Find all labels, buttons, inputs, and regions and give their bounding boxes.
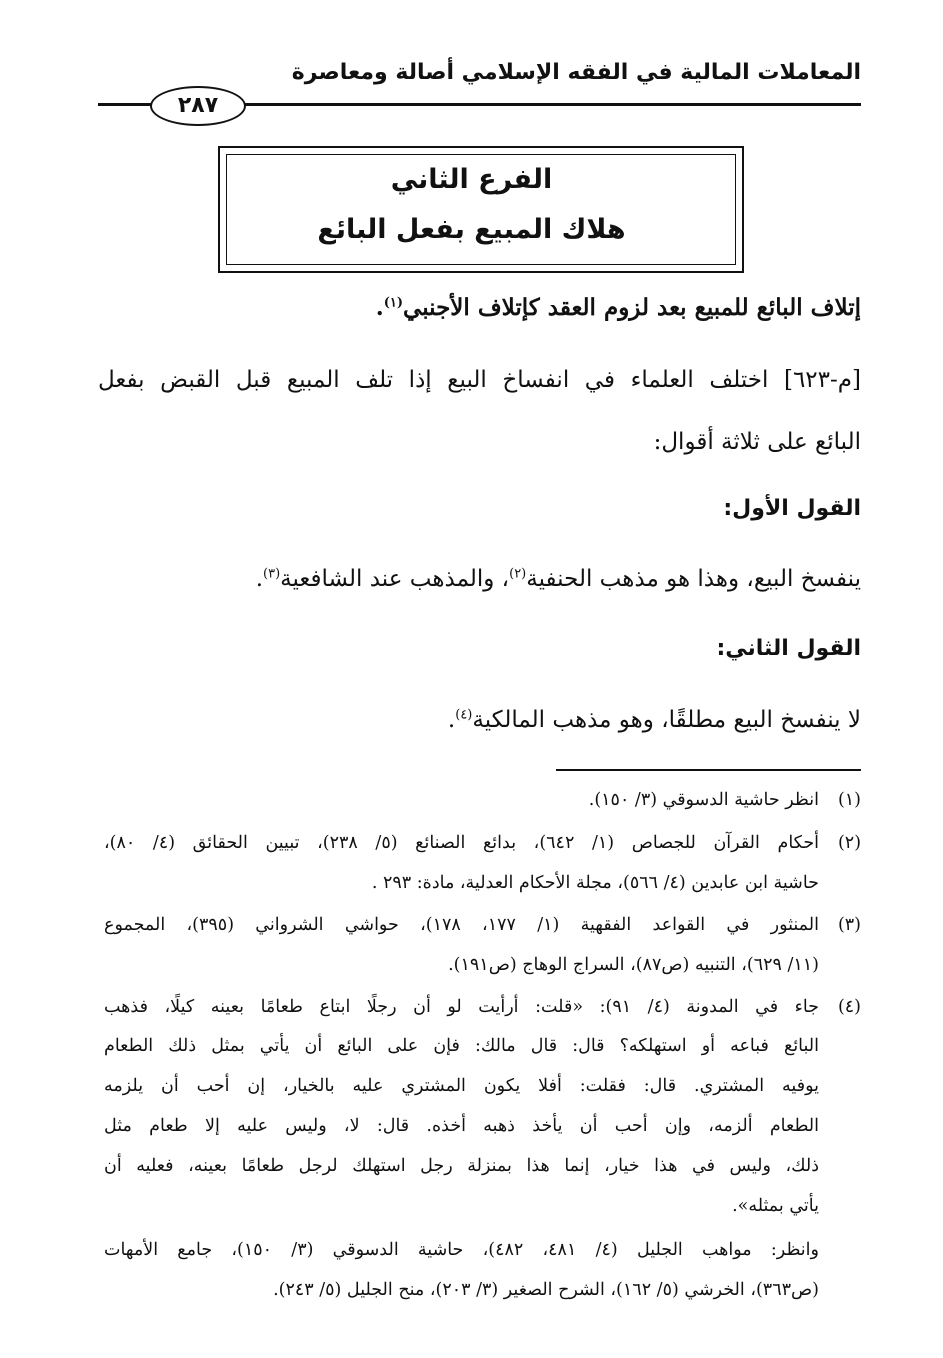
footnote-marker: (٤) <box>837 997 861 1017</box>
footnote-2 <box>104 830 861 856</box>
section-title-branch: الفرع الثاني <box>390 164 553 195</box>
paragraph-line: [م-٦٢٣] اختلف العلماء في انفساخ البيع إذا تلف المبيع قبل القبض بفعل <box>98 367 861 393</box>
rule-statement-end: . <box>375 294 384 321</box>
footnote-text: المنثور في القواعد الفقهية (١/ ١٧٧، ١٧٨)، حواشي الشرواني (٣٩٥)، المجموع <box>104 915 819 935</box>
footnote-text: (ص٣٦٣)، الخرشي (٥/ ١٦٢)، الشرح الصغير (٣/ ٢٠٣)، منح الجليل (٥/ ٢٤٣). <box>273 1280 819 1300</box>
footnote-text: ذلك، وليس في هذا خيار، إنما هذا بمنزلة رجل استهلك لرجل طعامًا بعينه، فعليه أن <box>104 1156 819 1176</box>
opinion-first-end: . <box>255 566 263 592</box>
opinion-second-end: . <box>447 707 456 733</box>
footnote-ref-3[interactable]: (٣) <box>263 566 281 582</box>
footnote-ref-4[interactable]: (٤) <box>455 707 473 723</box>
opinion-second-text-a: لا ينفسخ البيع مطلقًا، وهو مذهب المالكية <box>472 707 861 733</box>
footnote-text: الطعام ألزمه، وإن أحب أن يأخذ ذهبه أخذه. قال: لا، وليس عليه إلا طعام مثل <box>104 1116 819 1136</box>
opinion-first-text-a: ينفسخ البيع، وهذا هو مذهب الحنفية <box>526 566 861 592</box>
footnote-ref-2[interactable]: (٢) <box>509 566 527 582</box>
footnote-4 <box>104 994 861 1020</box>
opinion-first-text <box>256 561 861 597</box>
footnote-marker: (٢) <box>837 833 862 853</box>
rule-statement <box>376 290 861 326</box>
page-number: ٢٨٧ <box>150 86 246 126</box>
footnote-1 <box>589 787 861 813</box>
footnote-marker: (١) <box>837 790 861 810</box>
footnote-text: يوفيه المشتري. قال: فقلت: أفلا يكون المشتري عليه بالخيار، إن أحب أن يلزمه <box>104 1076 819 1096</box>
paragraph-line: البائع على ثلاثة أقوال: <box>653 429 861 455</box>
opinion-heading-second: القول الثاني: <box>716 636 861 661</box>
rule-statement-text: إتلاف البائع للمبيع بعد لزوم العقد كإتلاف الأجنبي <box>403 294 861 321</box>
footnote-text: (١١/ ٦٢٩)، التنبيه (ص٨٧)، السراج الوهاج (ص١٩١). <box>448 955 819 975</box>
opinion-second-text <box>448 702 861 738</box>
opinion-heading-first: القول الأول: <box>723 496 861 521</box>
opinion-first-text-b: ، والمذهب عند الشافعية <box>280 566 510 592</box>
footnote-3 <box>104 912 861 938</box>
footnote-text: البائع فباعه أو استهلكه؟ قال: قال مالك: فإن على البائع أن يأتي بمثل ذلك الطعام <box>104 1036 819 1056</box>
footnote-separator <box>556 769 861 771</box>
section-title-subject: هلاك المبيع بفعل البائع <box>317 214 626 245</box>
running-title: المعاملات المالية في الفقه الإسلامي أصالة ومعاصرة <box>291 60 861 85</box>
footnote-text: أحكام القرآن للجصاص (١/ ٦٤٢)، بدائع الصنائع (٥/ ٢٣٨)، تبيين الحقائق (٤/ ٨٠)، <box>104 833 820 853</box>
footnote-text: جاء في المدونة (٤/ ٩١): «قلت: أرأيت لو أن رجلًا ابتاع طعامًا بعينه كيلًا، فذهب <box>104 997 819 1017</box>
footnote-marker: (٣) <box>837 915 861 935</box>
footnote-text: حاشية ابن عابدين (٤/ ٥٦٦)، مجلة الأحكام العدلية، مادة: ٢٩٣ . <box>371 873 819 893</box>
footnote-ref-1[interactable]: (١) <box>383 295 404 311</box>
footnote-text: انظر حاشية الدسوقي (٣/ ١٥٠). <box>588 790 819 810</box>
footnote-text: يأتي بمثله». <box>732 1196 819 1216</box>
footnote-text: وانظر: مواهب الجليل (٤/ ٤٨١، ٤٨٢)، حاشية الدسوقي (٣/ ١٥٠)، جامع الأمهات <box>104 1240 819 1260</box>
